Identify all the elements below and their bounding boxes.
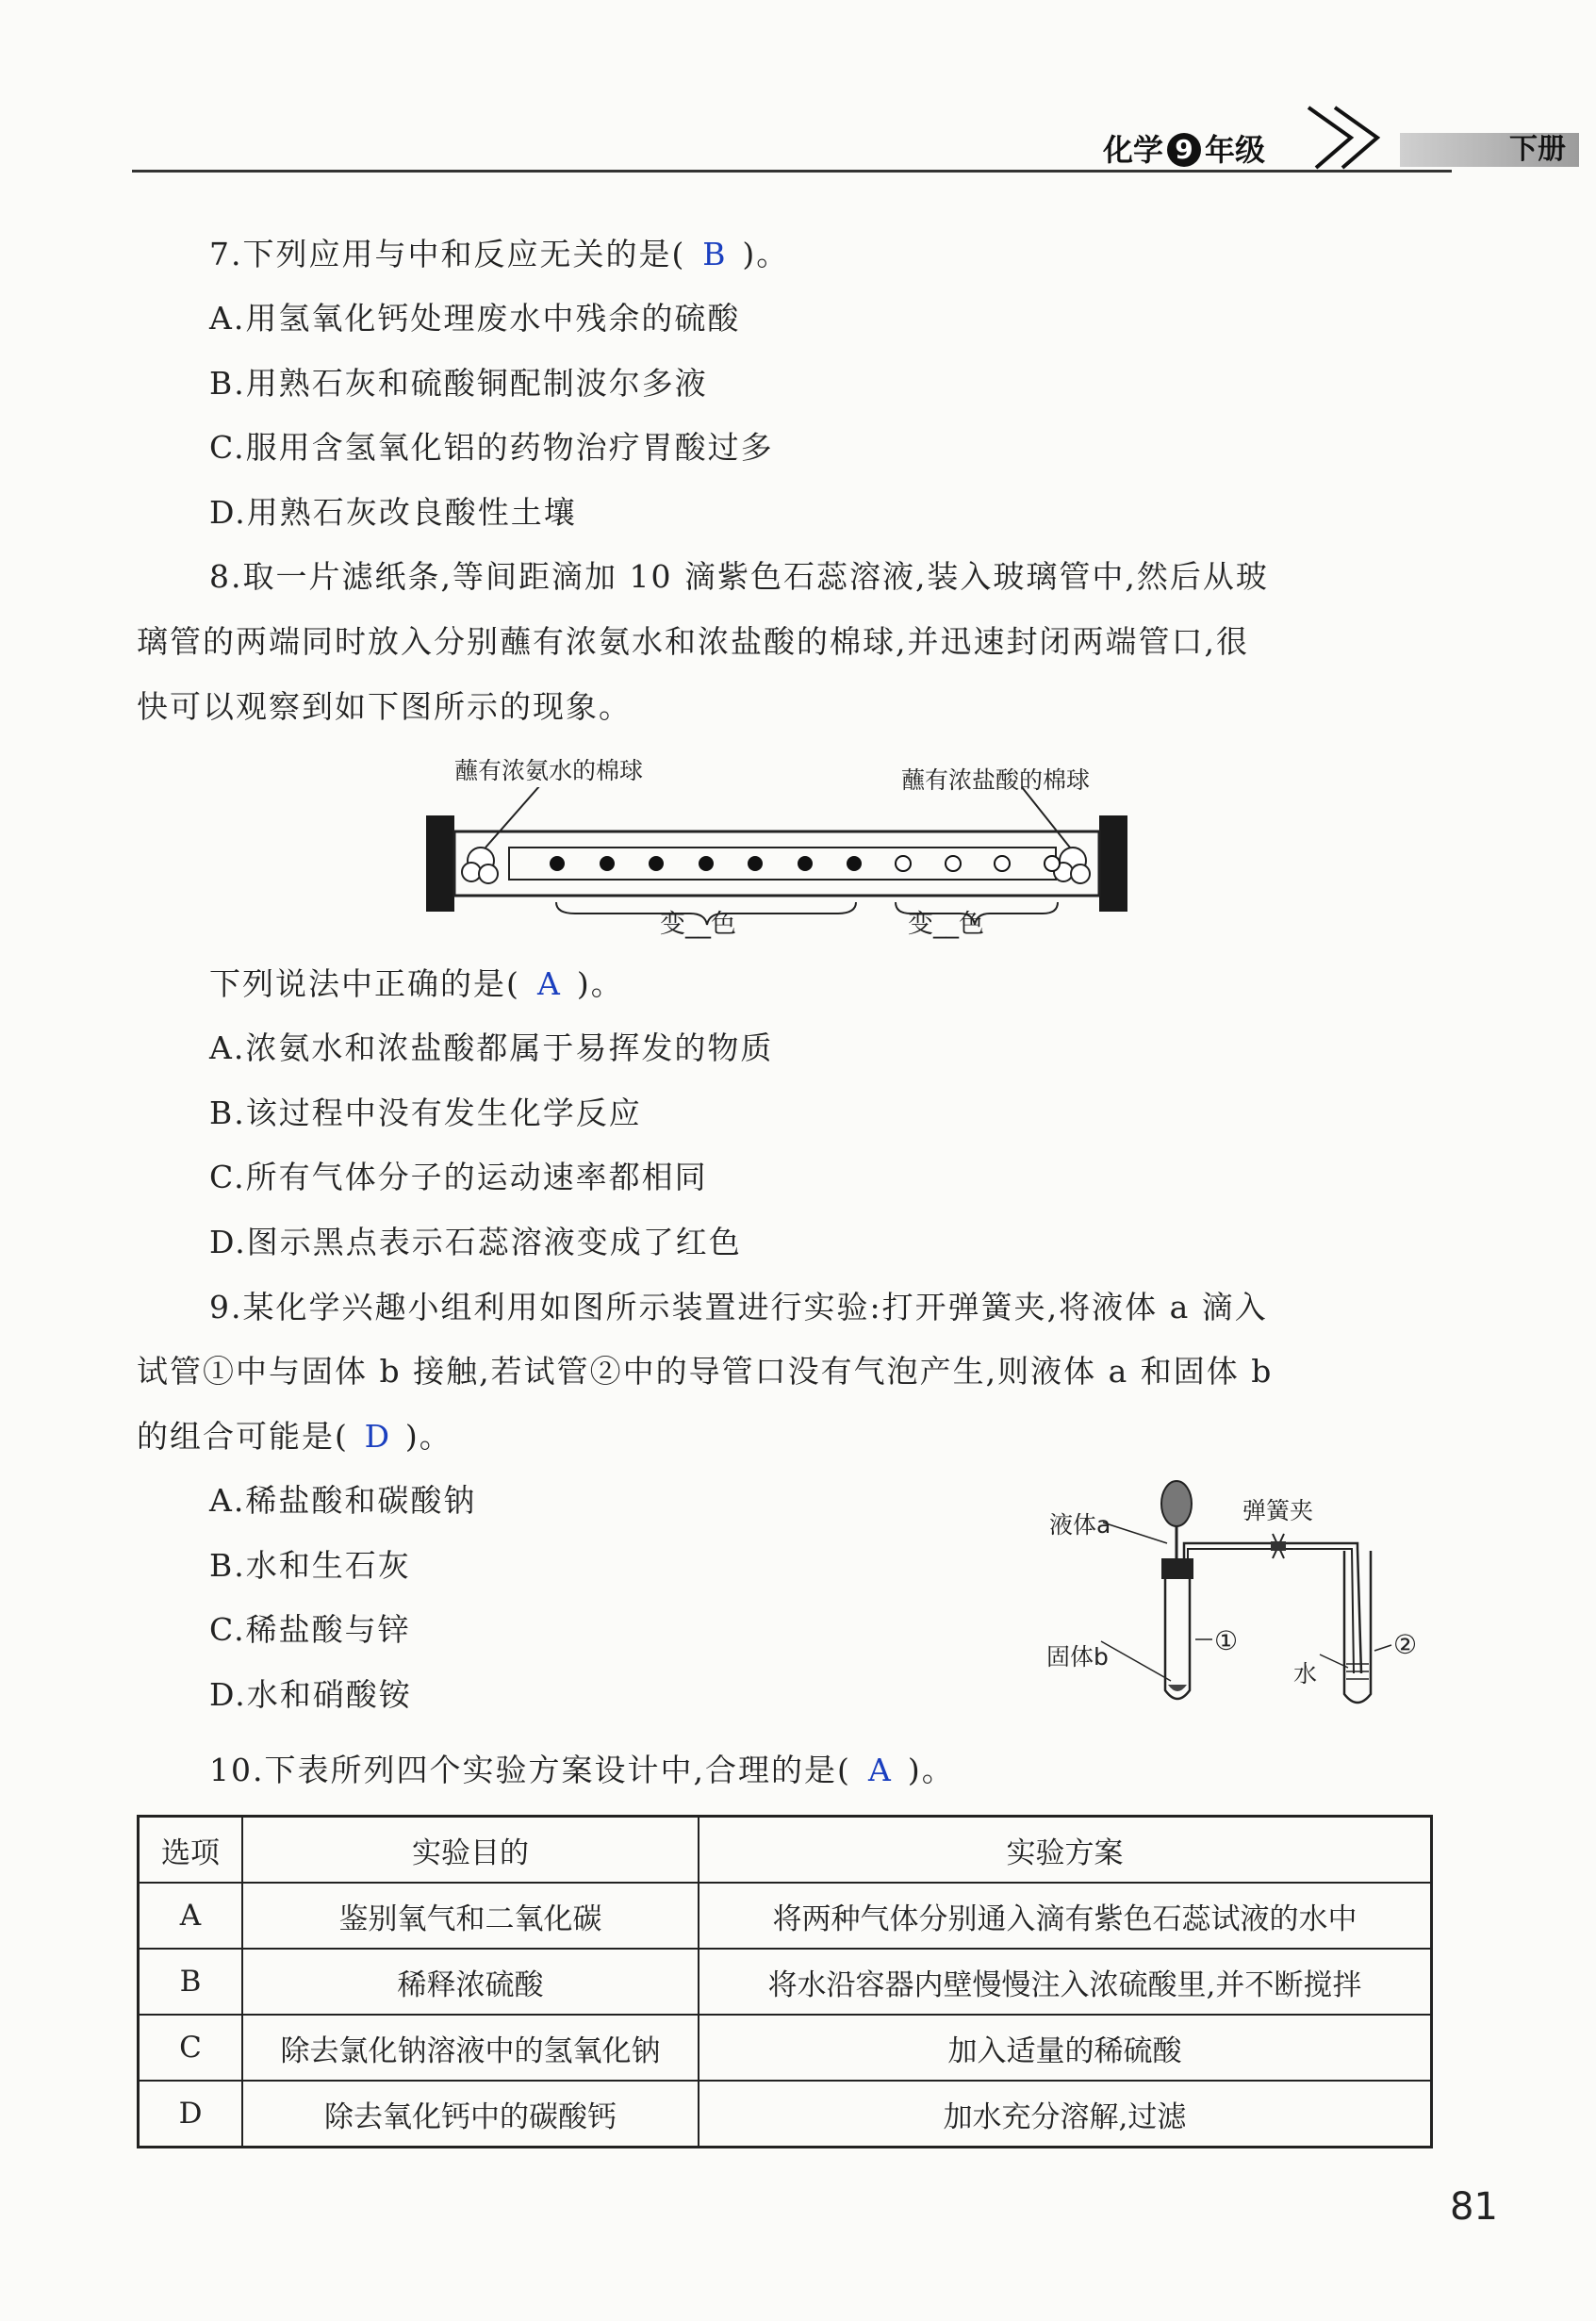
q8-brace-left-label: 变__色	[660, 910, 736, 939]
page-number: 81	[1450, 2185, 1498, 2229]
q8-stem-line-1: 8.取一片滤纸条,等间距滴加 10 滴紫色石蕊溶液,装入玻璃管中,然后从玻	[209, 558, 1269, 595]
q8-label-ammonia-cotton: 蘸有浓氨水的棉球	[454, 757, 644, 784]
grade-number-badge: 9	[1167, 133, 1201, 167]
cell-purpose: 除去氧化钙中的碳酸钙	[242, 2081, 699, 2148]
q9-answer: D	[364, 1418, 390, 1455]
cell-plan: 加水充分溶解,过滤	[699, 2081, 1432, 2148]
cell-option: C	[139, 2015, 243, 2081]
q8-brace-right-label: 变__色	[908, 910, 984, 939]
q7-answer: B	[702, 236, 726, 272]
cell-plan: 加入适量的稀硫酸	[699, 2015, 1432, 2081]
header-plan: 实验方案	[699, 1817, 1432, 1884]
header-purpose: 实验目的	[242, 1817, 699, 1884]
q8-label-hcl-cotton: 蘸有浓盐酸的棉球	[901, 766, 1091, 794]
table-row	[139, 1883, 1432, 1949]
cell-plan: 将两种气体分别通入滴有紫色石蕊试液的水中	[699, 1883, 1432, 1949]
volume-label: 下册	[1509, 133, 1566, 166]
q7-option-a: A.用氢氧化钙处理废水中残余的硫酸	[209, 300, 741, 337]
q9-label-liquid-a: 液体a	[1049, 1511, 1111, 1539]
q7-option-d: D.用熟石灰改良酸性土壤	[209, 494, 577, 531]
cell-option: D	[139, 2081, 243, 2148]
cell-purpose: 稀释浓硫酸	[242, 1949, 699, 2015]
cell-purpose: 除去氯化钠溶液中的氢氧化钠	[242, 2015, 699, 2081]
q9-option-b: B.水和生石灰	[209, 1547, 411, 1584]
cell-plan: 将水沿容器内壁慢慢注入浓硫酸里,并不断搅拌	[699, 1949, 1432, 2015]
double-chevron-icon	[1299, 100, 1403, 175]
q8-option-a: A.浓氨水和浓盐酸都属于易挥发的物质	[209, 1029, 774, 1066]
q8-option-d: D.图示黑点表示石蕊溶液变成了红色	[209, 1224, 742, 1260]
table-row	[139, 2081, 1432, 2148]
header-subject: 化学	[1103, 132, 1164, 168]
q8-option-c: C.所有气体分子的运动速率都相同	[209, 1159, 708, 1195]
q9-option-c: C.稀盐酸与锌	[209, 1611, 411, 1648]
cell-option: B	[139, 1949, 243, 2015]
header-grade-suffix: 年级	[1205, 132, 1266, 168]
q9-label-clamp: 弹簧夹	[1242, 1497, 1314, 1524]
q10-stem	[209, 1750, 955, 1791]
test-tube-1	[1165, 1579, 1190, 1699]
q8-glass-tube-figure	[415, 787, 1150, 952]
q8-option-b: B.该过程中没有发生化学反应	[209, 1095, 642, 1131]
q7-stem-text: 7.下列应用与中和反应无关的是(	[209, 236, 686, 272]
header-rule	[132, 170, 1452, 173]
table-row	[139, 2015, 1432, 2081]
right-stopper	[1099, 815, 1127, 912]
q7-stem	[209, 234, 789, 275]
q9-label-tube-1: ①	[1214, 1625, 1239, 1656]
q7-stem-end: )。	[742, 236, 790, 272]
left-cotton-ball-icon	[462, 848, 498, 883]
dropper-bulb-icon	[1161, 1481, 1192, 1526]
q8-stem-line-3: 快可以观察到如下图所示的现象。	[137, 688, 632, 725]
q9-label-tube-2: ②	[1393, 1629, 1418, 1660]
rubber-stopper	[1161, 1558, 1193, 1579]
q10-experiment-table	[137, 1815, 1433, 2148]
header-title	[1103, 126, 1265, 170]
q8-prompt	[209, 963, 624, 1005]
q9-option-d: D.水和硝酸铵	[209, 1676, 412, 1713]
q8-stem-line-2: 璃管的两端同时放入分别蘸有浓氨水和浓盐酸的棉球,并迅速封闭两端管口,很	[137, 623, 1249, 660]
delivery-tube	[1184, 1543, 1361, 1673]
q10-stem-end: )。	[907, 1752, 955, 1788]
q9-option-a: A.稀盐酸和碳酸钠	[209, 1482, 477, 1519]
header-option: 选项	[139, 1817, 243, 1884]
q9-label-solid-b: 固体b	[1046, 1643, 1109, 1671]
q9-label-water: 水	[1293, 1660, 1318, 1687]
q7-option-b: B.用熟石灰和硫酸铜配制波尔多液	[209, 365, 708, 402]
page-header	[132, 91, 1566, 175]
q8-prompt-text: 下列说法中正确的是(	[209, 965, 520, 1002]
q7-option-c: C.服用含氢氧化铝的药物治疗胃酸过多	[209, 429, 774, 466]
spring-clamp-icon	[1271, 1534, 1286, 1558]
q10-stem-text: 10.下表所列四个实验方案设计中,合理的是(	[209, 1752, 851, 1788]
black-dots	[550, 856, 862, 871]
cell-purpose: 鉴别氧气和二氧化碳	[242, 1883, 699, 1949]
q9-stem-text: 的组合可能是(	[137, 1418, 349, 1455]
q8-answer: A	[536, 965, 560, 1002]
table-header-row	[139, 1817, 1432, 1884]
q9-stem-line-3	[137, 1416, 452, 1457]
q8-prompt-end: )。	[576, 965, 624, 1002]
filter-paper-strip	[509, 848, 1056, 880]
left-stopper	[426, 815, 454, 912]
hollow-dots	[896, 856, 1060, 871]
q9-stem-line-2: 试管①中与固体 b 接触,若试管②中的导管口没有气泡产生,则液体 a 和固体 b	[137, 1353, 1274, 1390]
q9-stem-line-1: 9.某化学兴趣小组利用如图所示装置进行实验:打开弹簧夹,将液体 a 滴入	[209, 1289, 1268, 1325]
q9-stem-end: )。	[404, 1418, 452, 1455]
volume-tag	[1400, 133, 1579, 167]
q10-answer: A	[867, 1752, 891, 1788]
cell-option: A	[139, 1883, 243, 1949]
table-row	[139, 1949, 1432, 2015]
